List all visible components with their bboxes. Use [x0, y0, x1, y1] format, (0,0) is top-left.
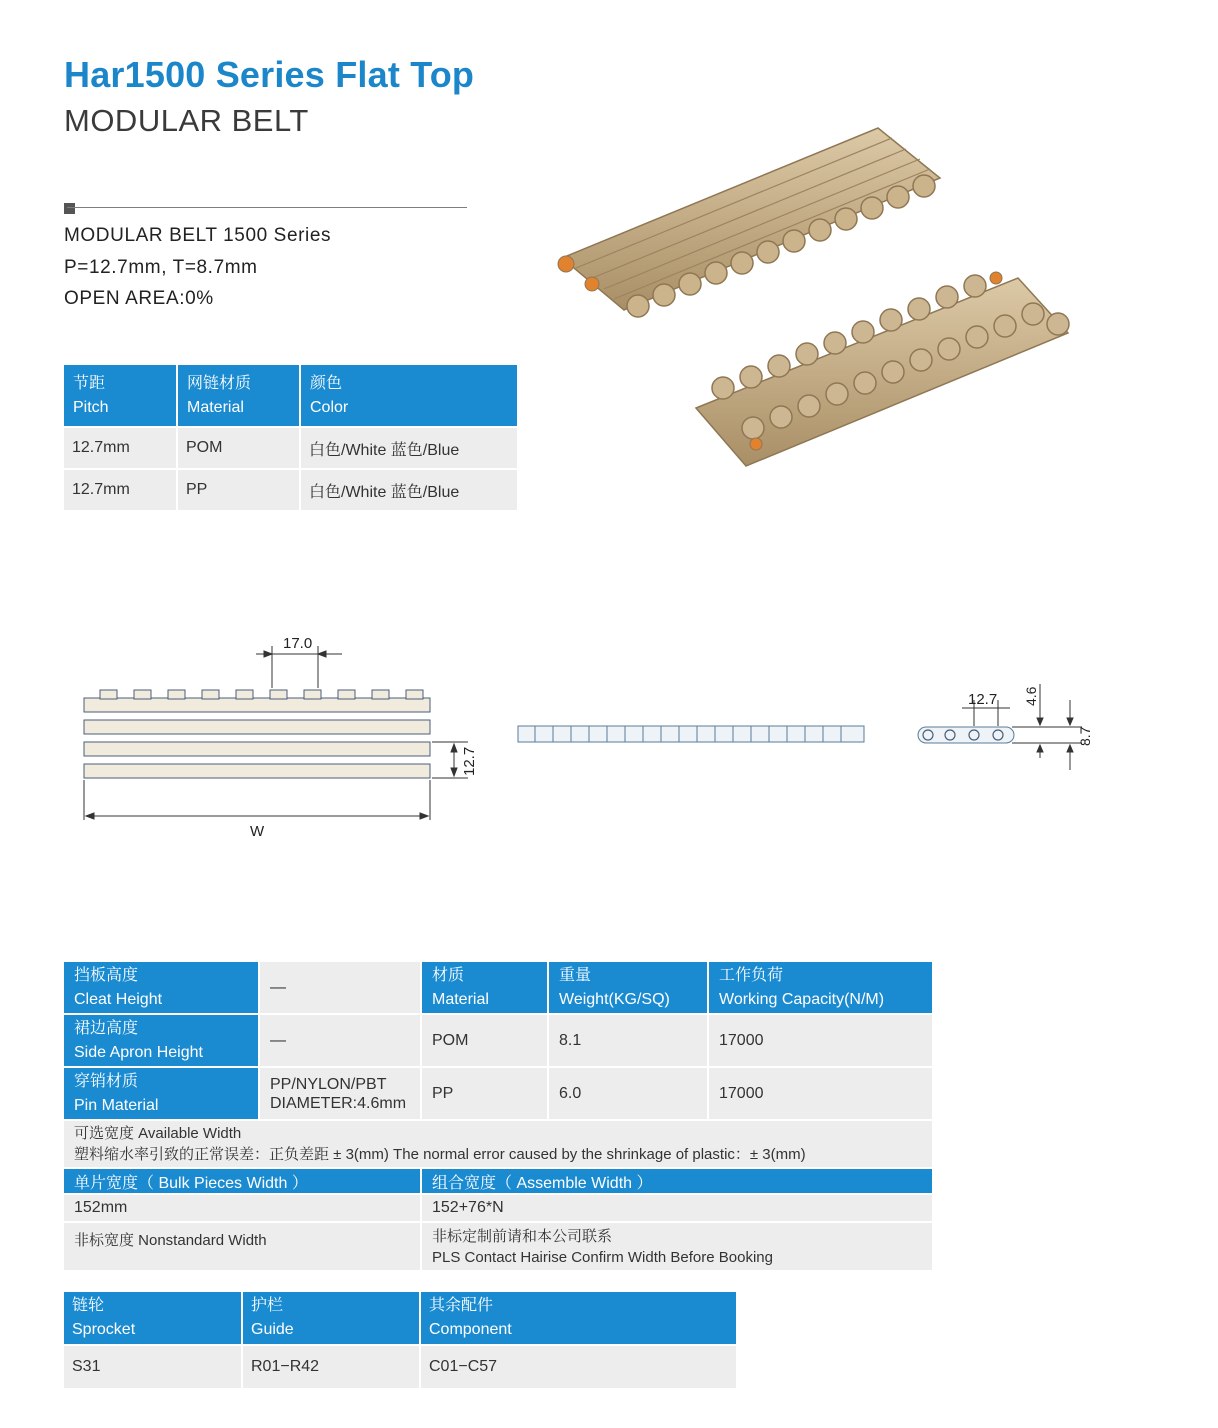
belt-top-drawing — [70, 630, 490, 845]
page-title: Har1500 Series Flat Top — [64, 54, 475, 95]
cell-material: POM — [177, 427, 300, 469]
header-component: 其余配件 Component — [420, 1292, 736, 1345]
cell-sprocket: S31 — [64, 1345, 242, 1388]
side-pitch-label: 12.7 — [968, 691, 998, 708]
accessory-table-header — [64, 1292, 736, 1345]
table-row — [64, 1222, 932, 1270]
belt-underside-image — [696, 272, 1069, 466]
cell-guide: R01−R42 — [242, 1345, 420, 1388]
table-row — [64, 1345, 736, 1388]
cell-weight: 8.1 — [548, 1014, 708, 1067]
dim-top-label: 17.0 — [283, 635, 313, 652]
header-color: 颜色 Color — [300, 365, 517, 427]
dim-pitch-label: 12.7 — [461, 746, 478, 776]
table-row — [64, 1120, 932, 1168]
cell-material: PP — [421, 1067, 548, 1120]
pin-material-label: 穿销材质 Pin Material — [64, 1067, 259, 1120]
assemble-width-value: 152+76*N — [421, 1194, 932, 1222]
pin-material-value: PP/NYLON/PBT DIAMETER:4.6mm — [259, 1067, 421, 1120]
header-sprocket: 链轮 Sprocket — [64, 1292, 242, 1345]
cleat-height-value: — — [259, 961, 421, 1014]
belt-front-drawing — [515, 722, 867, 748]
width-note: 可选宽度 Available Width 塑料缩水率引致的正常误差：正负差距 ± 3(mm) The normal error caused by the shrinkage of plastic：± 3(mm) — [64, 1120, 932, 1168]
accessory-table — [64, 1292, 736, 1388]
bullet-square-icon — [64, 203, 75, 214]
cell-color: 白色/White 蓝色/Blue — [300, 469, 517, 510]
header-working-capacity: 工作负荷 Working Capacity(N/M) — [708, 961, 932, 1014]
cell-material: POM — [421, 1014, 548, 1067]
cell-capacity: 17000 — [708, 1067, 932, 1120]
cell-color: 白色/White 蓝色/Blue — [300, 427, 517, 469]
spec-series: MODULAR BELT 1500 Series — [64, 225, 332, 246]
cell-component: C01−C57 — [420, 1345, 736, 1388]
cleat-height-label: 挡板高度 Cleat Height — [64, 961, 259, 1014]
belt-top-view-image — [558, 128, 940, 317]
header-pitch: 节距 Pitch — [64, 365, 177, 427]
table-row — [64, 1014, 932, 1067]
material-table-header — [64, 365, 517, 427]
cell-weight: 6.0 — [548, 1067, 708, 1120]
table-row — [64, 1067, 932, 1120]
belt-side-drawing — [912, 676, 1102, 776]
belt-product-image — [548, 118, 1088, 478]
width-header-row — [64, 1168, 932, 1194]
header-material: 材质 Material — [421, 961, 548, 1014]
cell-pitch: 12.7mm — [64, 427, 177, 469]
spec-pitch-thickness: P=12.7mm, T=8.7mm — [64, 257, 258, 278]
bulk-width-value: 152mm — [64, 1194, 421, 1222]
header-guide: 护栏 Guide — [242, 1292, 420, 1345]
cell-material: PP — [177, 469, 300, 510]
nonstandard-width-note: 非标定制前请和本公司联系 PLS Contact Hairise Confirm Width Before Booking — [421, 1222, 932, 1270]
spec-open-area: OPEN AREA:0% — [64, 288, 214, 309]
header-weight: 重量 Weight(KG/SQ) — [548, 961, 708, 1014]
side-pin-label: 4.6 — [1023, 686, 1039, 706]
table-row — [64, 427, 517, 469]
table-row — [64, 469, 517, 510]
material-table — [64, 365, 517, 510]
property-table — [64, 960, 932, 1270]
side-thickness-label: 8.7 — [1077, 726, 1093, 746]
side-apron-label: 裙边高度 Side Apron Height — [64, 1014, 259, 1067]
assemble-width-header: 组合宽度（ Assemble Width ） — [421, 1168, 932, 1194]
dim-width-label: W — [250, 823, 265, 840]
table-row — [64, 1194, 932, 1222]
section-divider — [67, 207, 467, 208]
table-row — [64, 961, 932, 1014]
nonstandard-width-label: 非标宽度 Nonstandard Width — [64, 1222, 421, 1270]
page-subtitle: MODULAR BELT — [64, 103, 309, 138]
side-apron-value: — — [259, 1014, 421, 1067]
header-material: 网链材质 Material — [177, 365, 300, 427]
cell-pitch: 12.7mm — [64, 469, 177, 510]
cell-capacity: 17000 — [708, 1014, 932, 1067]
bulk-width-header: 单片宽度（ Bulk Pieces Width ） — [64, 1168, 421, 1194]
